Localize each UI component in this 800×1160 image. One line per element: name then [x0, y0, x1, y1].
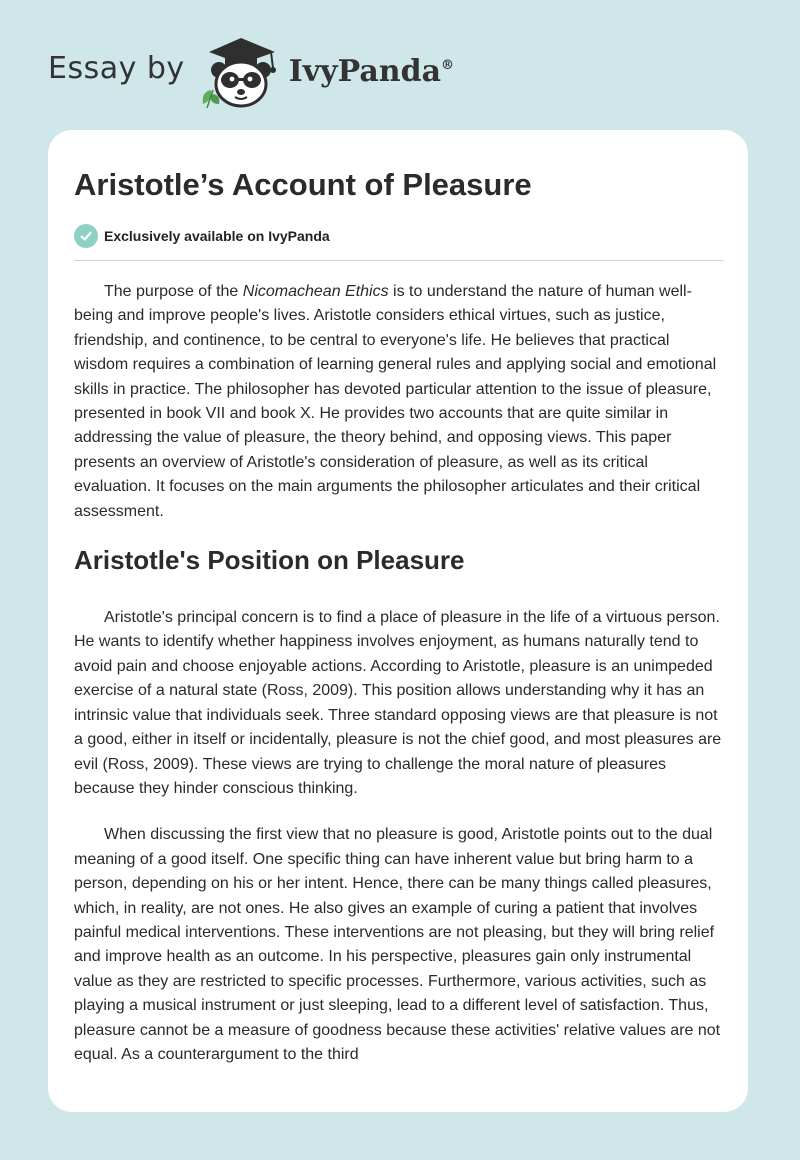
- body-paragraph-1: Aristotle's principal concern is to find a place of pleasure in the life of a virtuous person. He wants to identify whether happiness involves enjoyment, as humans naturally tend to avoid pain and choose enjoyable actions. According to Aristotle, pleasure is an unimpeded exercise of a natural state (Ross, 2009). This position allows understanding why it has an intrinsic value that individuals seek. Three standard opposing views are that pleasure is not a good, either in itself or incidentally, pleasure is not the chief good, and most pleasures are evil (Ross, 2009). These views are trying to challenge the moral nature of pleasures because they hinder conscious thinking.: [74, 609, 722, 797]
- exclusive-badge: [74, 224, 724, 248]
- essay-content: [74, 166, 724, 1067]
- page-title: Aristotle’s Account of Pleasure: [74, 167, 532, 202]
- intro-paragraph: The purpose of the Nicomachean Ethics is to understand the nature of human well-being and improve people's lives. Aristotle considers ethical virtues, such as justice, friendship, and continence, to be central to everyone's life. He believes that practical wisdom requires a combination of learning general rules and applying social and emotional skills in practice. The philosopher has devoted particular attention to the issue of pleasure, presented in book VII and book X. He provides two accounts that are quite similar in addressing the value of pleasure, the theory behind, and opposing views. This paper presents an overview of Aristotle's consideration of pleasure, as well as its critical evaluation. It focuses on the main arguments the philosopher articulates and their critical assessment.: [74, 283, 717, 520]
- panda-graduate-icon: [199, 34, 283, 110]
- check-circle-icon: [74, 224, 98, 248]
- brand-prefix: Essay by: [48, 50, 185, 86]
- brand-header: [48, 32, 508, 112]
- brand-name: IvyPanda®: [288, 53, 455, 89]
- body-paragraph-2: When discussing the first view that no pleasure is good, Aristotle points out to the dual meaning of a good itself. One specific thing can have inherent value but bring harm to a person, depending on his or her intent. Hence, there can be many things called pleasures, which, in reality, are not ones. He also gives an example of curing a patient that involves painful medical interventions. These interventions are not pleasing, but they will bring relief and improve health as an outcome. In his perspective, pleasures gain only instrumental value as they are restricted to specific processes. Furthermore, various activities, such as playing a musical instrument or just sleeping, lead to a different level of satisfaction. Thus, pleasure cannot be a measure of goodness because these activities' relative values are not equal. As a counterargument to the third: [74, 826, 721, 1063]
- section-heading: Aristotle's Position on Pleasure: [74, 545, 465, 576]
- divider: [74, 260, 724, 261]
- book-title: Nicomachean Ethics: [242, 283, 389, 300]
- exclusive-badge-label: Exclusively available on IvyPanda: [104, 228, 330, 244]
- registered-mark: ®: [441, 57, 455, 73]
- essay-card: [48, 130, 748, 1112]
